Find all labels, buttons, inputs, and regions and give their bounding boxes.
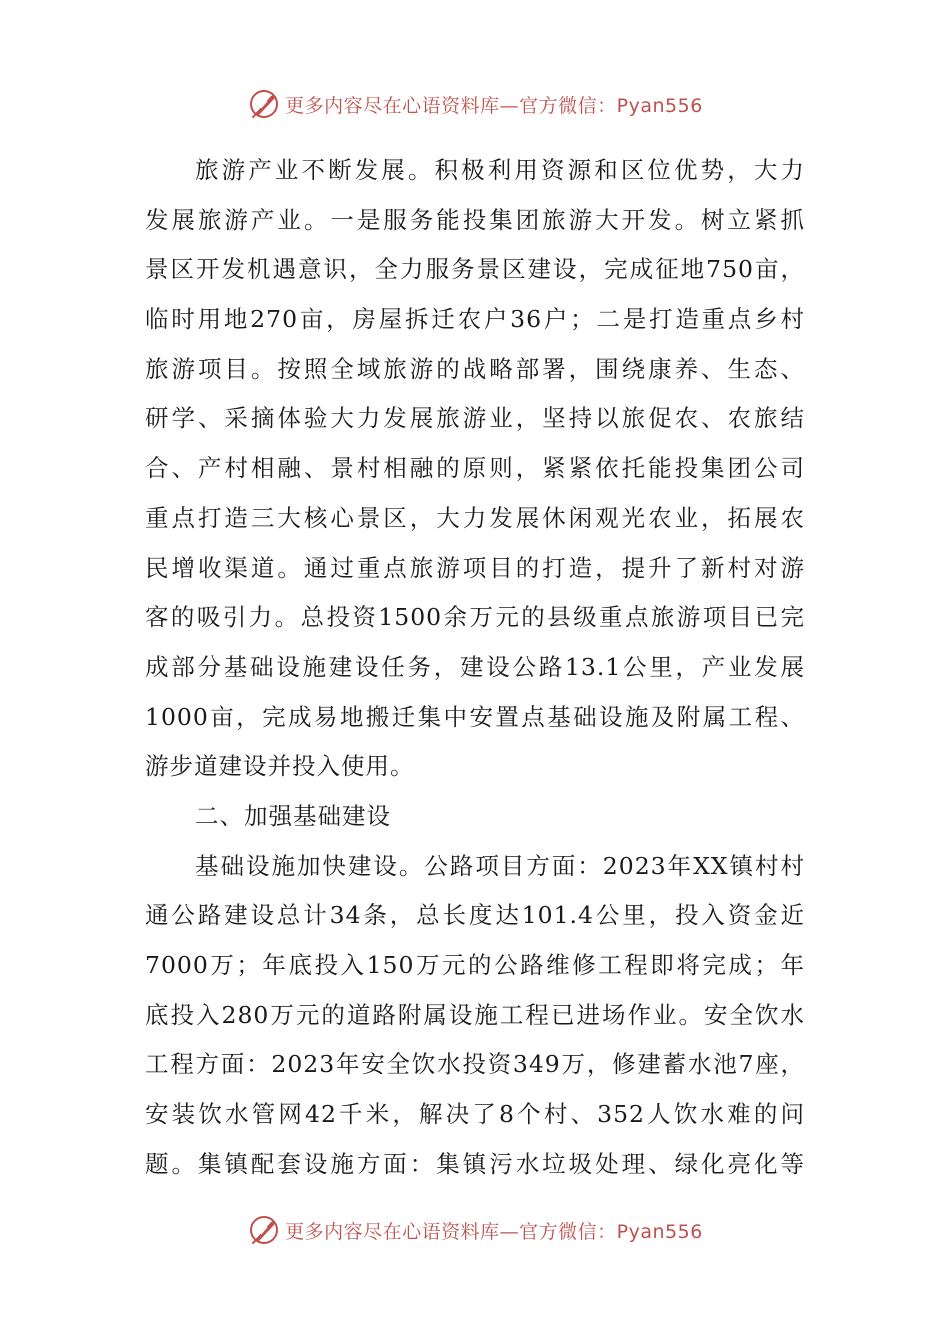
paragraph-line: 题。集镇配套设施方面：集镇污水垃圾处理、绿化亮化等 [145,1149,805,1178]
paragraph-line: 游步道建设并投入使用。 [145,752,415,781]
document-body [145,146,805,1189]
paragraph-line: 临时用地270亩，房屋拆迁农户36户；二是打造重点乡村 [145,305,805,334]
quill-logo-icon [247,1213,281,1247]
paragraph-line: 旅游产业不断发展。积极利用资源和区位优势，大力 [195,156,805,184]
paragraph-line: 景区开发机遇意识，全力服务景区建设，完成征地750亩， [145,255,805,284]
footer-watermark [0,1210,950,1250]
paragraph-line: 旅游项目。按照全域旅游的战略部署，围绕康养、生态、 [145,354,805,383]
watermark-text: 更多内容尽在心语资料库—官方微信：Pyan556 [285,1220,703,1243]
quill-logo-icon [247,87,281,121]
header-watermark [0,84,950,124]
watermark-text: 更多内容尽在心语资料库—官方微信：Pyan556 [285,94,703,117]
paragraph-line: 研学、采摘体验大力发展旅游业，坚持以旅促农、农旅结 [145,404,805,433]
paragraph-line: 发展旅游产业。一是服务能投集团旅游大开发。树立紧抓 [145,205,805,234]
paragraph-line: 底投入280万元的道路附属设施工程已进场作业。安全饮水 [145,1000,805,1029]
paragraph-line: 通公路建设总计34条，总长度达101.4公里，投入资金近 [145,901,805,930]
paragraph-line: 客的吸引力。总投资1500余万元的县级重点旅游项目已完 [145,603,805,632]
section-heading: 二、加强基础建设 [195,801,391,830]
paragraph-line: 成部分基础设施建设任务，建设公路13.1公里，产业发展 [145,652,805,681]
paragraph-line: 重点打造三大核心景区，大力发展休闲观光农业，拓展农 [145,503,805,532]
paragraph-line: 合、产村相融、景村相融的原则，紧紧依托能投集团公司 [145,454,805,483]
paragraph-line: 民增收渠道。通过重点旅游项目的打造，提升了新村对游 [145,553,805,582]
paragraph-line: 基础设施加快建设。公路项目方面：2023年XX镇村村 [195,851,805,880]
paragraph-line: 工程方面：2023年安全饮水投资349万，修建蓄水池7座， [145,1050,805,1079]
paragraph-line: 安装饮水管网42千米，解决了8个村、352人饮水难的问 [145,1100,805,1129]
paragraph-line: 7000万；年底投入150万元的公路维修工程即将完成；年 [145,951,805,979]
paragraph-line: 1000亩，完成易地搬迁集中安置点基础设施及附属工程、 [145,702,805,731]
